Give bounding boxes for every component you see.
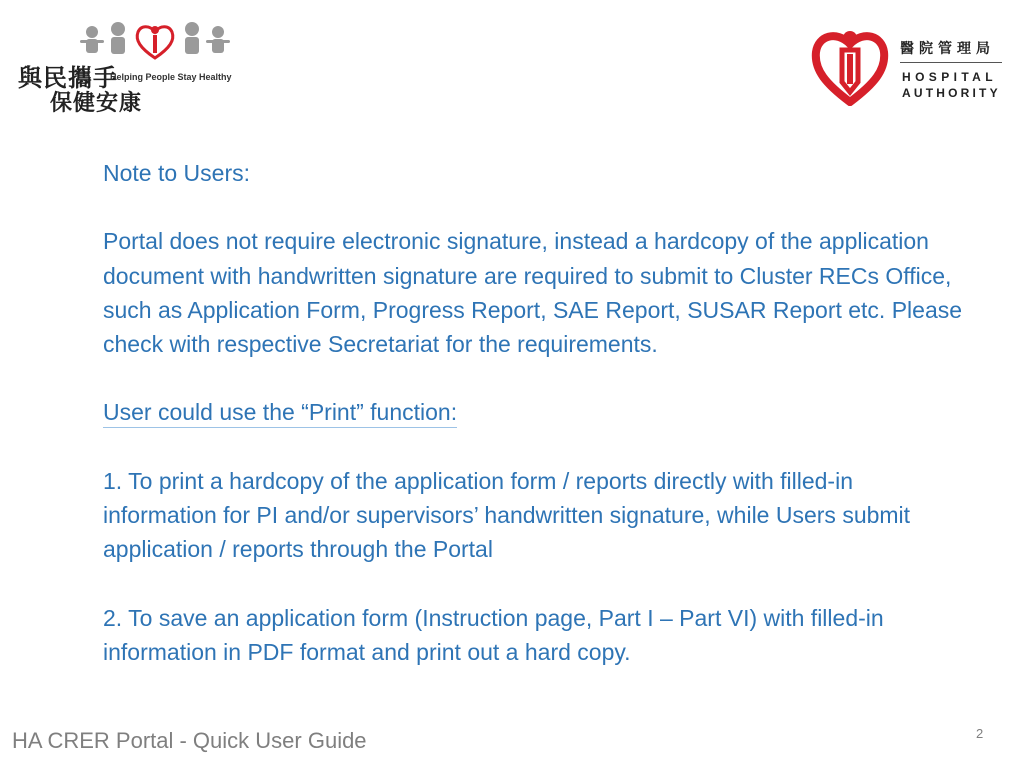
hospital-authority-logo [808,22,1008,106]
footer-title: HA CRER Portal - Quick User Guide [12,728,367,753]
spacer [103,190,963,224]
logo-tagline: Helping People Stay Healthy [110,72,232,82]
logo-divider [900,62,1002,63]
logo-chinese-name: 醫院管理局 [900,40,995,56]
people-group-icon [80,22,230,62]
spacer [103,430,963,464]
logo-chinese-line2: 保健安康 [50,90,143,115]
logo-english-line1: HOSPITAL [902,70,997,84]
note-content [103,156,963,669]
logo-chinese-line1: 與民攜手 [18,65,118,92]
heart-emblem-icon [808,22,892,106]
page-number: 2 [976,726,984,741]
spacer [103,361,963,395]
note-heading: Note to Users: [103,160,250,186]
print-heading-line [103,395,963,429]
spacer [103,566,963,600]
print-item-1: 1. To print a hardcopy of the application form / reports directly with filled-in information for PI and/or supervisors’ handwritten signature, while Users submit application / reports through the Portal [103,467,911,563]
helping-people-logo [14,22,234,114]
logo-english-line2: AUTHORITY [902,86,1001,100]
print-item-2: 2. To save an application form (Instruction page, Part I – Part VI) with filled-in information in PDF format and print out a hard copy. [103,604,884,665]
signature-paragraph: Portal does not require electronic signature, instead a hardcopy of the application document with handwritten signature are required to submit to Cluster RECs Office, such as Application Form, Progress Report, SAE Report, SUSAR Report etc. Please check with respective Secretariat for the requirements. [103,228,963,357]
print-function-heading: User could use the “Print” function: [103,397,457,428]
